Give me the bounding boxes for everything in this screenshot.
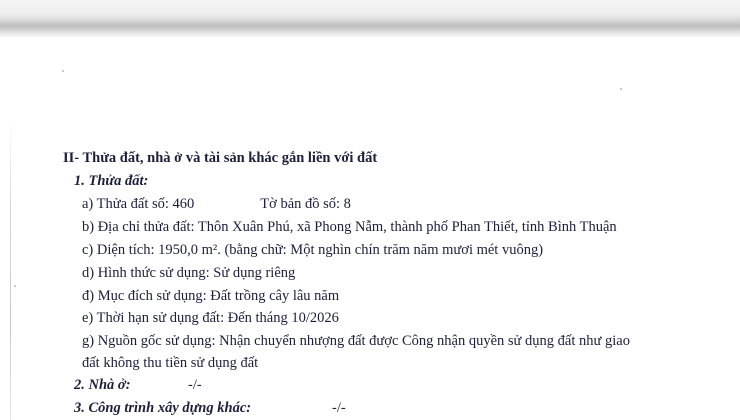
map-sheet-number: Tờ bản đồ số: 8 <box>260 196 351 212</box>
house-value: -/- <box>188 377 202 393</box>
land-heading: 1. Thửa đất: <box>74 173 149 189</box>
use-form: d) Hình thức sử dụng: Sử dụng riêng <box>82 265 296 281</box>
use-term: e) Thời hạn sử dụng đất: Đến tháng 10/2026 <box>82 310 339 326</box>
other-construction-row <box>74 399 346 417</box>
use-purpose: đ) Mục đích sử dụng: Đất trồng cây lâu năm <box>82 288 340 304</box>
parcel-area: c) Diện tích: 1950,0 m². (bằng chữ: Một nghìn chín trăm năm mươi mét vuông) <box>82 242 544 258</box>
paper-edge <box>10 118 11 420</box>
land-origin-line-1: g) Nguồn gốc sử dụng: Nhận chuyển nhượng đất được Công nhận quyền sử dụng đất như giao <box>82 333 630 349</box>
other-construction-label: 3. Công trình xây dựng khác: <box>74 400 252 416</box>
scan-speck <box>620 88 622 90</box>
other-construction-value: -/- <box>332 400 346 416</box>
house-label: 2. Nhà ở: <box>74 377 131 393</box>
scanner-shadow-band <box>0 0 740 38</box>
land-origin-line-2: đất không thu tiền sử dụng đất <box>82 355 259 371</box>
scan-speck <box>62 70 64 72</box>
section-title: II- Thửa đất, nhà ở và tài sản khác gắn liền với đất <box>63 150 378 166</box>
parcel-row <box>82 195 351 213</box>
parcel-number: a) Thửa đất số: 460 <box>82 196 195 212</box>
scan-speck <box>14 285 16 287</box>
parcel-address: b) Địa chỉ thửa đất: Thôn Xuân Phú, xã Phong Nẫm, thành phố Phan Thiết, tỉnh Bình Thuận <box>82 219 617 235</box>
house-row <box>74 376 202 394</box>
